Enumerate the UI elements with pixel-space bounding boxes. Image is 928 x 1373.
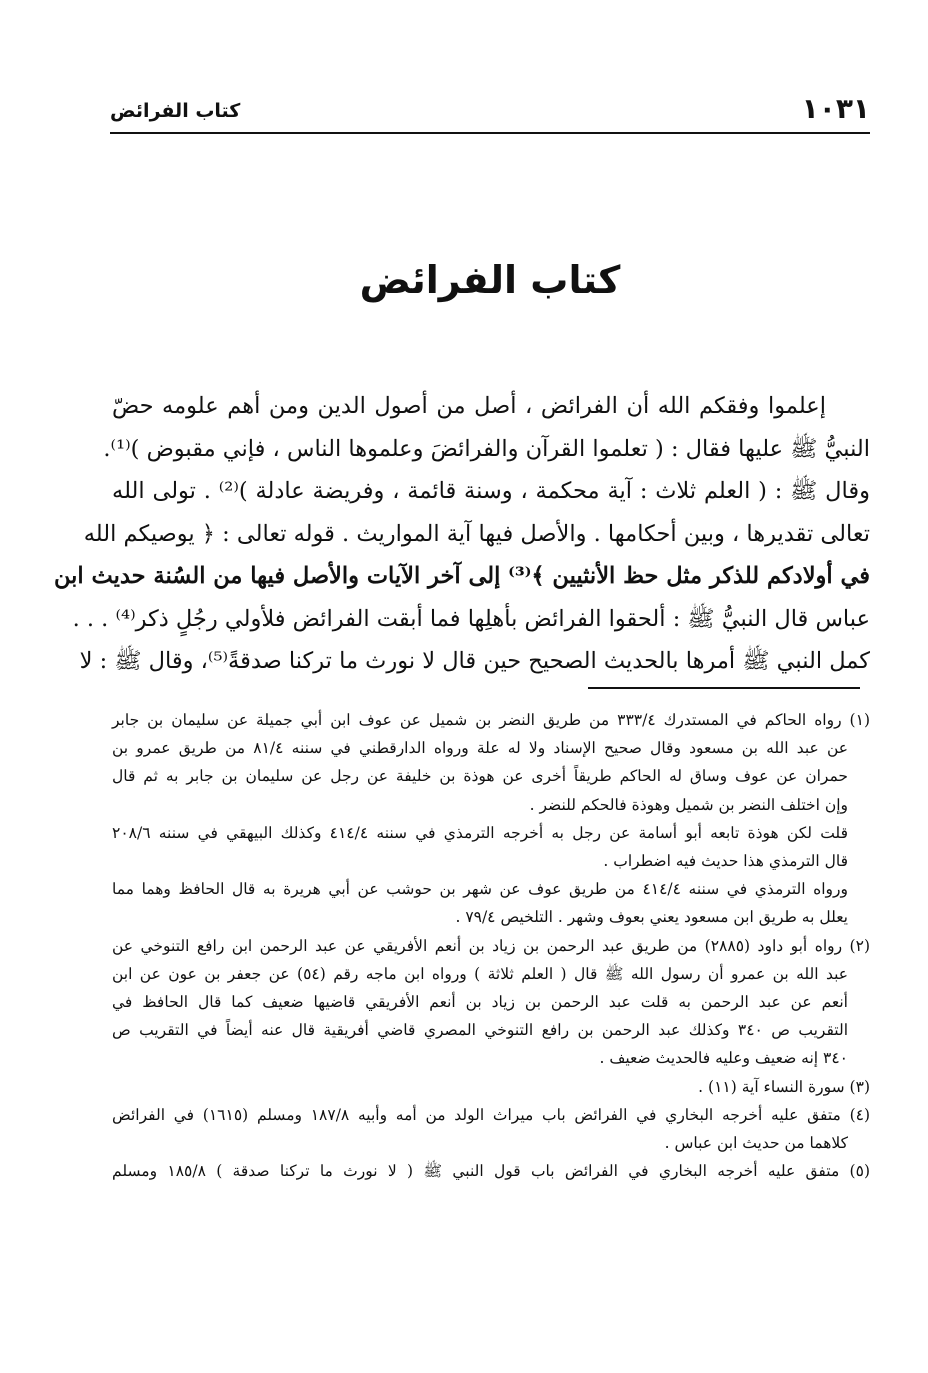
footnote-line: يعلل به طريق ابن مسعود يعني بعوف وشهر . التلخيص ٧٩/٤ . bbox=[455, 908, 848, 927]
page-header bbox=[110, 92, 870, 132]
footnote-line: وإن اختلف النضر بن شميل وهوذة فالحكم للنضر . bbox=[529, 795, 848, 814]
body-line: النبيُّ ﷺ عليها فقال : ( تعلموا القرآن والفرائضَ وعلموها الناس ، فإني مقبوض )⁽¹⁾. bbox=[103, 435, 870, 462]
running-title: كتاب الفرائض bbox=[110, 100, 241, 122]
footnote-line: (٤) متفق عليه أخرجه البخاري في الفرائض باب ميراث الولد من أمه وأبيه ١٨٧/٨ ومسلم (١٦١٥) في الفرائض bbox=[112, 1105, 871, 1124]
footnote-line: ورواه الترمذي في سننه ٤١٤/٤ من طريق عوف عن شهر بن حوشب عن أبي هريرة به قال الحافظ وهما مما bbox=[112, 880, 848, 899]
body-line: إعلموا وفقكم الله أن الفرائض ، أصل من أصول الدين ومن أهم علومه حضّ bbox=[112, 393, 826, 419]
footnote-line: عن عبد الله بن مسعود وقال صحيح الإسناد ولا له علة ورواه الدارقطني في سننه ٨١/٤ من طريق عمرو بن bbox=[112, 739, 848, 758]
footnote-line: التقريب ص ٣٤٠ وكذلك عبد الرحمن بن رافع التنوخي المصري قاضي أفريقية قال عنه أيضاً في التقريب ص bbox=[112, 1021, 849, 1040]
footnote-line: (٣) سورة النساء آية (١١) . bbox=[698, 1077, 870, 1096]
body-line: وقال ﷺ : ( العلم ثلاث : آية محكمة ، وسنة قائمة ، وفريضة عادلة )⁽²⁾ . تولى الله bbox=[112, 478, 871, 504]
body-line: عباس قال النبيُّ ﷺ : ألحقوا الفرائض بأهلِها فما أبقت الفرائض فلأولي رجُلٍ ذكر⁽⁴⁾ . . . bbox=[72, 605, 870, 632]
page-number: ١٠٣١ bbox=[801, 92, 870, 125]
body-line: في أولادكم للذكر مثل حظ الأنثيين ﴾⁽³⁾ إلى آخر الآيات والأصل فيها من السُنة حديث ابن bbox=[54, 563, 870, 589]
footnote-line: ٣٤٠ إنه ضعيف وعليه فالحديث ضعيف . bbox=[599, 1049, 848, 1068]
body-text bbox=[54, 385, 871, 683]
footnote-line: أنعم عن عبد الرحمن به قلت عبد الرحمن بن زياد بن أنعم الأفريقي قاضيها ضعيف كما قال الحافظ في bbox=[112, 993, 848, 1012]
footnote-line: (١) رواه الحاكم في المستدرك ٣٣٣/٤ من طريق النضر بن شميل عن عوف ابن أبي جميلة عن سليمان بن جابر bbox=[112, 711, 870, 729]
header-rule bbox=[110, 132, 870, 134]
footnote-line: قال الترمذي هذا حديث فيه اضطراب . bbox=[603, 852, 848, 871]
body-line: تعالى تقديرها ، وبين أحكامها . والأصل فيها آية المواريث . قوله تعالى : ﴿ يوصيكم الله bbox=[83, 520, 870, 547]
footnote-rule bbox=[588, 687, 860, 689]
footnote-line: حمران عن عوف وساق له الحاكم طريقاً أخرى عن هوذة بن خليفة عن رجل عن سليمان بن جابر به ثم قال bbox=[112, 767, 848, 786]
footnote-line: (٢) رواه أبو داود (٢٨٨٥) من طريق عبد الرحمن بن زياد بن أنعم الأفريقي عن عبد الرحمن ابن رافع التنوخي عن bbox=[112, 936, 870, 955]
footnotes bbox=[112, 706, 870, 1185]
body-line: كمل النبي ﷺ أمرها بالحديث الصحيح حين قال لا نورث ما تركنا صدقةً⁽⁵⁾، وقال ﷺ : لا bbox=[79, 648, 870, 674]
chapter-title: كتاب الفرائض bbox=[359, 258, 621, 302]
footnote-line: عبد الله بن عمرو أن رسول الله ﷺ قال ( العلم ثلاثة ) ورواه ابن ماجه رقم (٥٤) عن جعفر بن عون عن ابن bbox=[112, 964, 848, 983]
footnote-line: قلت لكن هوذة تابعه أبو أسامة عن رجل به أخرجه الترمذي في سننه ٤١٤/٤ وكذلك البيهقي في سننه ٢٠٨/٦ bbox=[112, 823, 848, 842]
footnote-line: (٥) متفق عليه أخرجه البخاري في الفرائض باب قول النبي ﷺ ( لا نورث ما تركنا صدقة ) ١٨٥/٨ ومسلم bbox=[112, 1162, 870, 1181]
footnote-line: كلاهما من حديث ابن عباس . bbox=[664, 1134, 848, 1153]
